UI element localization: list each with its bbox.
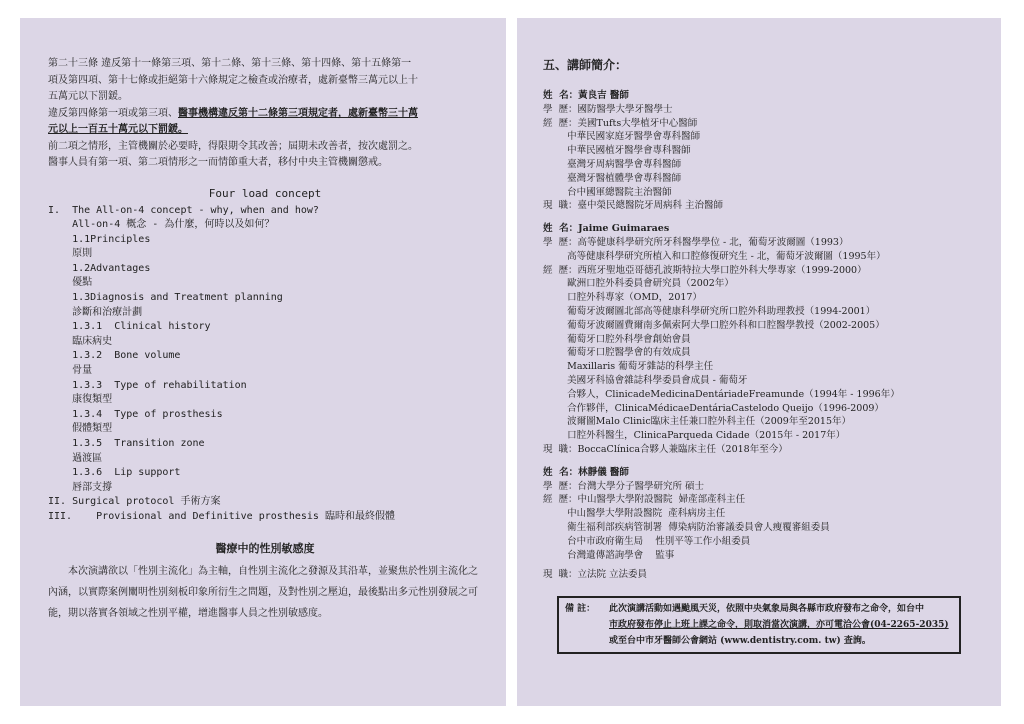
speaker-row: 葡萄牙波爾圖費爾南多佩索阿大學口腔外科和口腔醫學教授（2002-2005）	[543, 319, 885, 331]
speaker-name: 姓 名：林靜儀 醫師	[543, 466, 629, 478]
speaker-row: 經 歷：中山醫學大學附設醫院 婦產部產科主任	[543, 494, 746, 506]
gender-title: 醫療中的性別敏感度	[215, 541, 315, 555]
gender-body: 本次演講欲以「性別主流化」為主軸，自性別主流化之發源及其沿革，並聚焦於性別主流化之內涵，以實際案例闡明性別刻板印象所衍生之問題，及對性別之壓迫，最後點出多元性別發展之可能，期以落實各領域之性別平權，增進醫事人員之性別敏感度。	[48, 565, 478, 619]
speaker-3	[543, 466, 983, 582]
outline-line: 1.3.5 Transition zone	[48, 438, 205, 449]
speaker-row: 中華民國植牙醫學會專科醫師	[543, 145, 691, 157]
outline-line: 診斷和治療計劃	[48, 306, 143, 318]
outline-line: III. Provisional and Definitive prosthesis 臨時和最終假體	[48, 510, 395, 522]
speaker-row: 現 職：BoccaClínica合夥人兼臨床主任（2018年至今）	[543, 443, 788, 455]
speaker-row: 臺灣牙周病醫學會專科醫師	[543, 158, 682, 170]
speaker-1	[543, 89, 983, 213]
outline-line: 1.2Advantages	[48, 262, 151, 274]
outline-line: 假體類型	[48, 423, 113, 435]
speaker-row: 經 歷：美國Tufts大學植牙中心醫師	[543, 117, 698, 129]
speaker-row: 衛生福利部疾病管制署 傳染病防治審議委員會人瘦覆審組委員	[543, 521, 830, 533]
law-line4-start: 違反第四條第一項或第三項、	[48, 107, 178, 119]
law-line: 元以上一百五十萬元以下罰鍰。	[48, 124, 188, 135]
speaker-row: 台中國軍總醫院主治醫師	[543, 186, 672, 198]
speaker-row: Maxillaris 葡萄牙雜誌的科學主任	[543, 361, 714, 373]
speaker-row: 中華民國家庭牙醫學會專科醫師	[543, 131, 701, 143]
law-line	[48, 106, 482, 123]
speaker-row: 葡萄牙波爾圖北部高等健康科學研究所口腔外科助理教授（1994-2001）	[543, 305, 876, 317]
speaker-row: 學 歷：高等健康科學研究所牙科醫學學位 - 北，葡萄牙波爾圖（1993）	[543, 236, 849, 248]
law-text	[48, 56, 482, 172]
speaker-row: 學 歷：國防醫學大學牙醫學士	[543, 103, 673, 115]
note-line: 市政府發布停止上班上課之命令，則取消當次演講，亦可電洽公會(04-2265-2035)	[609, 620, 949, 631]
speaker-row: 葡萄牙口腔醫學會的有效成員	[543, 347, 691, 359]
speaker-2	[543, 222, 983, 457]
speaker-row: 現 職：立法院 立法委員	[543, 569, 648, 581]
outline-line: 原則	[48, 248, 93, 260]
speaker-row: 臺灣牙醫植體學會專科醫師	[543, 172, 682, 184]
four-load-outline	[48, 204, 482, 525]
left-page	[20, 18, 506, 706]
law-line: 項及第四項、第十七條或拒絕第十六條規定之檢查或治療者，處新臺幣三萬元以上十	[48, 74, 418, 86]
speaker-row: 口腔外科醫生，ClinicaParqueda Cidade（2015年 - 2017年）	[543, 430, 846, 442]
note-label: 備 註：	[565, 604, 596, 615]
speaker-row: 高等健康科學研究所植入和口腔修復研究生 - 北，葡萄牙波爾圖（1995年）	[543, 250, 886, 262]
law-line: 醫事人員有第一項、第二項情形之一而情節重大者，移付中央主管機關懲戒。	[48, 157, 388, 168]
outline-line: 1.3.3 Type of rehabilitation	[48, 379, 247, 391]
note-box	[557, 596, 961, 654]
outline-line: All-on-4 概念 - 為什麼，何時以及如何？	[48, 219, 275, 231]
law-line4-emphasis: 醫事機構違反第十二條第三項規定者，處新臺幣三十萬	[178, 107, 418, 119]
speaker-row: 台中市政府衛生局 性別平等工作小組委員	[543, 535, 751, 547]
four-load-title: Four load concept	[208, 186, 322, 200]
speaker-row: 學 歷：台灣大學分子醫學研究所 碩士	[543, 480, 705, 492]
note-line: 此次演講活動如遇颱風天災，依照中央氣象局與各縣市政府發布之命令，如台中	[609, 604, 925, 615]
speaker-row: 現 職：臺中榮民總醫院牙周病科 主治醫師	[543, 200, 724, 212]
outline-line: 1.3.6 Lip support	[48, 467, 181, 479]
law-line: 第二十三條 違反第十一條第三項、第十二條、第十三條、第十四條、第十五條第一	[48, 58, 412, 69]
speaker-row: 台灣遺傳諮詢學會 監事	[543, 549, 675, 561]
outline-line: II. Surgical protocol 手術方案	[48, 496, 221, 508]
outline-line: 骨量	[48, 365, 93, 377]
law-line: 五萬元以下罰鍰。	[48, 91, 128, 102]
speaker-row: 合作夥伴，ClinicaMédicaeDentáriaCastelodo Queijo（1996-2009）	[543, 402, 884, 414]
outline-line: 優點	[48, 277, 93, 289]
outline-line: 1.3.1 Clinical history	[48, 321, 211, 333]
note-line: 或至台中市牙醫師公會網站 (www.dentistry.com. tw) 查詢。	[609, 636, 871, 647]
speaker-row: 經 歷：西班牙聖地亞哥德孔波斯特拉大學口腔外科大學專家（1999-2000）	[543, 264, 867, 276]
law-line: 前二項之情形，主管機關於必要時，得限期令其改善；屆期未改善者，按次處罰之。	[48, 140, 418, 152]
speaker-row: 歐洲口腔外科委員會研究員（2002年）	[543, 278, 734, 290]
speaker-row: 波爾圖Malo Clinic臨床主任兼口腔外科主任（2009年至2015年）	[543, 416, 852, 428]
outline-line: 1.1Principles	[48, 233, 151, 245]
speaker-name: 姓 名：Jaime Guimaraes	[543, 223, 670, 235]
outline-line: 臨床病史	[48, 335, 113, 347]
outline-line: 1.3Diagnosis and Treatment planning	[48, 292, 283, 304]
outline-line: 唇部支撐	[48, 481, 113, 493]
outline-line: 1.3.2 Bone volume	[48, 350, 181, 362]
right-page	[517, 18, 1001, 706]
speaker-row: 中山醫學大學附設醫院 產科病房主任	[543, 508, 726, 520]
outline-line: 康復類型	[48, 394, 113, 406]
outline-line: 過渡區	[48, 452, 103, 464]
speaker-row: 美國牙科協會雜誌科學委員會成員 - 葡萄牙	[543, 374, 748, 386]
speaker-row: 口腔外科專家（OMD，2017）	[543, 292, 702, 304]
speaker-row: 葡萄牙口腔外科學會創始會員	[543, 333, 691, 345]
outline-line: I. The All-on-4 concept - why, when and how?	[48, 204, 319, 216]
speaker-row: 合夥人，ClinicadeMedicinaDentáriadeFreamunde（1994年 - 1996年）	[543, 388, 900, 400]
outline-line: 1.3.4 Type of prosthesis	[48, 408, 223, 420]
section-title: 五、講師簡介：	[543, 58, 628, 72]
speaker-name: 姓 名：黃良吉 醫師	[543, 90, 629, 101]
